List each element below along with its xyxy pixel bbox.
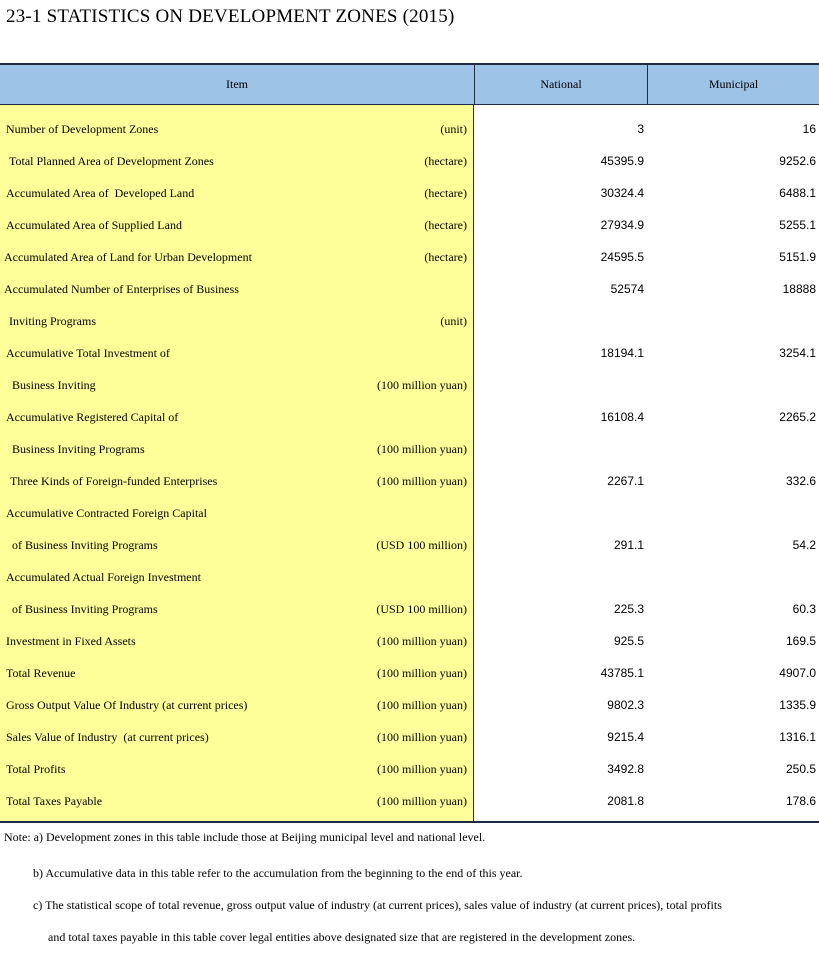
table-row-values [474, 113, 819, 145]
row-unit: (100 million yuan) [377, 729, 467, 744]
municipal-value: 178.6 [785, 794, 816, 808]
row-unit: (hectare) [424, 153, 467, 168]
table-row [0, 369, 473, 401]
municipal-value: 3254.1 [779, 346, 816, 360]
row-label: Total Revenue [6, 665, 76, 680]
table-row-values [474, 273, 819, 305]
row-label: Accumulated Area of Developed Land [6, 185, 195, 200]
national-value: 925.5 [613, 634, 644, 648]
row-label: Accumulated Area of Land for Urban Development [4, 249, 252, 264]
municipal-value: 250.5 [785, 762, 816, 776]
national-value: 16108.4 [600, 410, 644, 424]
table-row-values [474, 689, 819, 721]
row-unit: (USD 100 million) [376, 601, 467, 616]
table-row [0, 433, 473, 465]
table-row [0, 497, 473, 529]
table-row-values [474, 529, 819, 561]
table-row-values [474, 369, 819, 401]
table-row [0, 305, 473, 337]
municipal-value: 6488.1 [779, 186, 816, 200]
national-value: 52574 [610, 282, 644, 296]
row-label: Accumulative Contracted Foreign Capital [6, 505, 207, 520]
row-label: Accumulative Total Investment of [6, 345, 170, 360]
row-label: Inviting Programs [9, 313, 96, 328]
national-value: 3492.8 [607, 762, 644, 776]
row-unit: (100 million yuan) [377, 665, 467, 680]
row-label: of Business Inviting Programs [12, 537, 158, 552]
page-title: 23-1 STATISTICS ON DEVELOPMENT ZONES (2015) [6, 6, 455, 27]
statistics-table [0, 63, 819, 823]
note-a: Note: a) Development zones in this table include those at Beijing municipal level and national level. [4, 830, 486, 844]
row-unit: (100 million yuan) [377, 377, 467, 392]
row-unit: (hectare) [424, 249, 467, 264]
municipal-value: 9252.6 [779, 154, 816, 168]
table-row [0, 753, 473, 785]
municipal-value: 4907.0 [779, 666, 816, 680]
table-row-values [474, 753, 819, 785]
row-unit: (100 million yuan) [377, 441, 467, 456]
row-label: Accumulated Area of Supplied Land [6, 217, 182, 232]
table-row [0, 273, 473, 305]
municipal-value: 16 [802, 122, 816, 136]
table-row-values [474, 593, 819, 625]
table-row-values [474, 785, 819, 817]
national-value: 27934.9 [600, 218, 644, 232]
row-label: Total Profits [6, 761, 66, 776]
table-row-values [474, 497, 819, 529]
table-row [0, 241, 473, 273]
item-column [0, 105, 474, 821]
table-row-values [474, 721, 819, 753]
municipal-value: 332.6 [785, 474, 816, 488]
note-c-continued: and total taxes payable in this table cover legal entities above designated size that are registered in the development zones. [48, 930, 636, 944]
table-row-values [474, 657, 819, 689]
row-unit: (100 million yuan) [377, 697, 467, 712]
table-row-values [474, 337, 819, 369]
row-label: Investment in Fixed Assets [6, 633, 136, 648]
table-row-values [474, 305, 819, 337]
table-row-values [474, 145, 819, 177]
national-value: 2081.8 [607, 794, 644, 808]
header-national: National [475, 65, 648, 104]
row-unit: (USD 100 million) [376, 537, 467, 552]
table-row [0, 113, 473, 145]
row-label: Business Inviting Programs [12, 441, 145, 456]
table-row [0, 785, 473, 817]
table-row-values [474, 209, 819, 241]
municipal-value: 18888 [782, 282, 816, 296]
row-unit: (100 million yuan) [377, 633, 467, 648]
row-label: Gross Output Value Of Industry (at current prices) [6, 697, 248, 712]
table-row [0, 177, 473, 209]
row-unit: (hectare) [424, 217, 467, 232]
row-unit: (100 million yuan) [377, 473, 467, 488]
national-value: 291.1 [613, 538, 644, 552]
row-label: Number of Development Zones [6, 121, 159, 136]
table-header [0, 63, 819, 105]
row-unit: (100 million yuan) [377, 793, 467, 808]
row-label: Total Taxes Payable [6, 793, 103, 808]
table-row-values [474, 433, 819, 465]
table-body [0, 105, 819, 823]
table-row [0, 657, 473, 689]
municipal-value: 60.3 [792, 602, 816, 616]
note-c: c) The statistical scope of total revenue, gross output value of industry (at current prices), sales value of industry (at current prices), total profits [33, 898, 722, 912]
table-row [0, 465, 473, 497]
row-label: Business Inviting [12, 377, 96, 392]
municipal-value: 2265.2 [779, 410, 816, 424]
table-row [0, 721, 473, 753]
municipal-value: 1316.1 [779, 730, 816, 744]
header-item: Item [0, 65, 475, 104]
municipal-value: 1335.9 [779, 698, 816, 712]
table-row [0, 561, 473, 593]
table-row [0, 593, 473, 625]
row-unit: (unit) [440, 313, 467, 328]
national-value: 9215.4 [607, 730, 644, 744]
national-value: 30324.4 [600, 186, 644, 200]
national-value: 24595.5 [600, 250, 644, 264]
municipal-value: 5255.1 [779, 218, 816, 232]
row-unit: (hectare) [424, 185, 467, 200]
row-label: Sales Value of Industry (at current prices) [6, 729, 209, 744]
municipal-value: 169.5 [785, 634, 816, 648]
table-row-values [474, 625, 819, 657]
national-value: 3 [637, 122, 644, 136]
row-label: Accumulated Number of Enterprises of Business [4, 281, 239, 296]
row-label: Total Planned Area of Development Zones [9, 153, 214, 168]
national-value: 9802.3 [607, 698, 644, 712]
row-label: Accumulated Actual Foreign Investment [6, 569, 201, 584]
national-value: 225.3 [613, 602, 644, 616]
municipal-value: 5151.9 [779, 250, 816, 264]
national-value: 45395.9 [600, 154, 644, 168]
table-row-values [474, 241, 819, 273]
row-label: Three Kinds of Foreign-funded Enterprises [10, 473, 218, 488]
table-row [0, 209, 473, 241]
table-row [0, 145, 473, 177]
table-row [0, 337, 473, 369]
table-row [0, 529, 473, 561]
table-row [0, 689, 473, 721]
header-municipal: Municipal [648, 65, 819, 104]
national-value: 18194.1 [600, 346, 644, 360]
table-row-values [474, 177, 819, 209]
table-row-values [474, 401, 819, 433]
row-unit: (100 million yuan) [377, 761, 467, 776]
national-value: 43785.1 [600, 666, 644, 680]
row-label: of Business Inviting Programs [12, 601, 158, 616]
national-value: 2267.1 [607, 474, 644, 488]
municipal-value: 54.2 [792, 538, 816, 552]
row-label: Accumulative Registered Capital of [6, 409, 179, 424]
table-row [0, 401, 473, 433]
table-row-values [474, 561, 819, 593]
values-column [474, 105, 819, 821]
note-b: b) Accumulative data in this table refer to the accumulation from the beginning to the end of this year. [33, 866, 523, 880]
row-unit: (unit) [440, 121, 467, 136]
table-row [0, 625, 473, 657]
table-row-values [474, 465, 819, 497]
